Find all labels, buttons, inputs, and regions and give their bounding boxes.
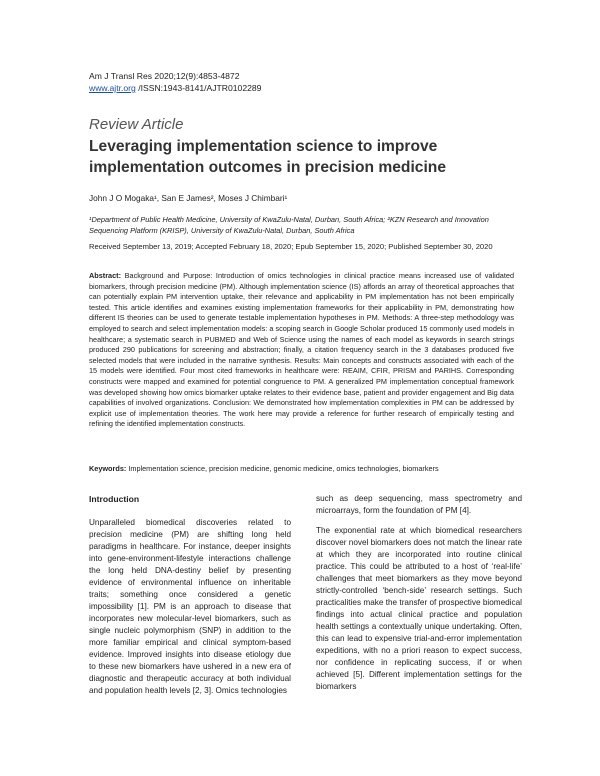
- paragraph: such as deep sequencing, mass spectrometry and microarrays, form the foundation of PM [4].: [316, 494, 522, 515]
- article-type: Review Article: [89, 116, 184, 133]
- introduction-heading: Introduction: [89, 494, 140, 504]
- publication-dates: Received September 13, 2019; Accepted February 18, 2020; Epub September 15, 2020; Published September 30, 2020: [89, 242, 493, 251]
- journal-issn-line: [89, 82, 261, 94]
- title-line-1: Leveraging implementation science to improve: [89, 138, 438, 155]
- abstract: [89, 271, 514, 430]
- journal-citation: Am J Transl Res 2020;12(9):4853-4872: [89, 71, 240, 81]
- article-title: [89, 136, 529, 178]
- keywords: [89, 464, 519, 473]
- keywords-text: Implementation science, precision medicine, genomic medicine, omics technologies, biomarkers: [126, 464, 439, 473]
- abstract-label: Abstract:: [89, 271, 122, 280]
- journal-info: [89, 70, 261, 94]
- body-column-right: [316, 493, 522, 701]
- journal-link[interactable]: www.ajtr.org: [89, 83, 136, 93]
- paragraph: The exponential rate at which biomedical researchers discover novel biomarkers does not match the linear rate at which they are incorporated into routine clinical practice. This could be attributed to a host of ‘real-life’ challenges that meet biomarkers as they move beyond strictly-controlled ‘bench-side’ research settings. Such practicalities make the transfer of prospective biomedical findings into actual clinical practice and population health settings a contextually unique undertaking. Often, this can lead to expensive trial-and-error implementation expeditions, with no a priori reason to expect success, nor confidence in replicating success, if or when achieved [5]. Different implementation settings for the biomarkers: [316, 526, 522, 691]
- paragraph: Unparalleled biomedical discoveries related to precision medicine (PM) are shifting long held paradigms in healthcare. For instance, deeper insights into gene-environment-lifestyle interactions challenge the long held DNA-destiny belief by presenting evidence of environmental influence on inheritable traits; something once considered a genetic impossibility [1]. PM is an approach to disease that incorporates new molecular-level biomarkers, such as single nucleic polymorphism (SNP) in addition to the more familiar empirical and clinical symptom-based evidence. Improved insights into disease etiology due to these new biomarkers have ushered in a new era of diagnostic and therapeutic accuracy at both individual and population health levels [2, 3]. Omics technologies: [89, 518, 291, 695]
- body-column-left: [89, 493, 291, 705]
- authors: John J O Mogaka¹, San E James², Moses J Chimbari¹: [89, 193, 288, 203]
- affiliations: ¹Department of Public Health Medicine, University of KwaZulu-Natal, Durban, South Africa; ²KZN Research and Innovation Sequencing Platform (KRISP), University of KwaZulu-Natal, Durban, South Africa: [89, 215, 489, 235]
- abstract-text: Background and Purpose: Introduction of omics technologies in clinical practice means increased use of validated biomarkers, through precision medicine (PM). Although implementation science (IS) affords an array of theoretical approaches that can potentially explain PM intervention uptake, their relevance and applicability in PM implementation has not been empirically tested. This article identifies and examines existing implementation frameworks for their applicability in PM, demonstrating how different IS theories can be used to generate testable implementation hypotheses in PM. Methods: A three-step methodology was employed to search and select implementation models: a scoping search in Google Scholar produced 15 commonly used models in healthcare; a systematic search in PUBMED and Web of Science using the names of each model as keywords in search strings produced 290 publications for screening and abstraction; finally, a citation frequency search in the 3 databases produced five selected models that were included in the narrative synthesis. Results: Main concepts and constructs associated with each of the 15 models were identified. Four most cited frameworks in healthcare were: REAIM, CFIR, PRISM and PARIHS. Corresponding constructs were mapped and examined for potential congruence to PM. A generalized PM implementation conceptual framework was developed showing how omics biomarker uptake relates to their evidence base, patient and provider engagement and Big data capabilities of involved organizations. Conclusion: We demonstrated how implementation complexities in PM can be addressed by explicit use of implementation theories. The work here may provide a reference for further research of empirically testing and refining the identified implementation constructs.: [89, 271, 514, 429]
- keywords-label: Keywords:: [89, 464, 127, 473]
- title-line-2: implementation outcomes in precision medicine: [89, 159, 446, 176]
- journal-issn: /ISSN:1943-8141/AJTR0102289: [135, 83, 262, 93]
